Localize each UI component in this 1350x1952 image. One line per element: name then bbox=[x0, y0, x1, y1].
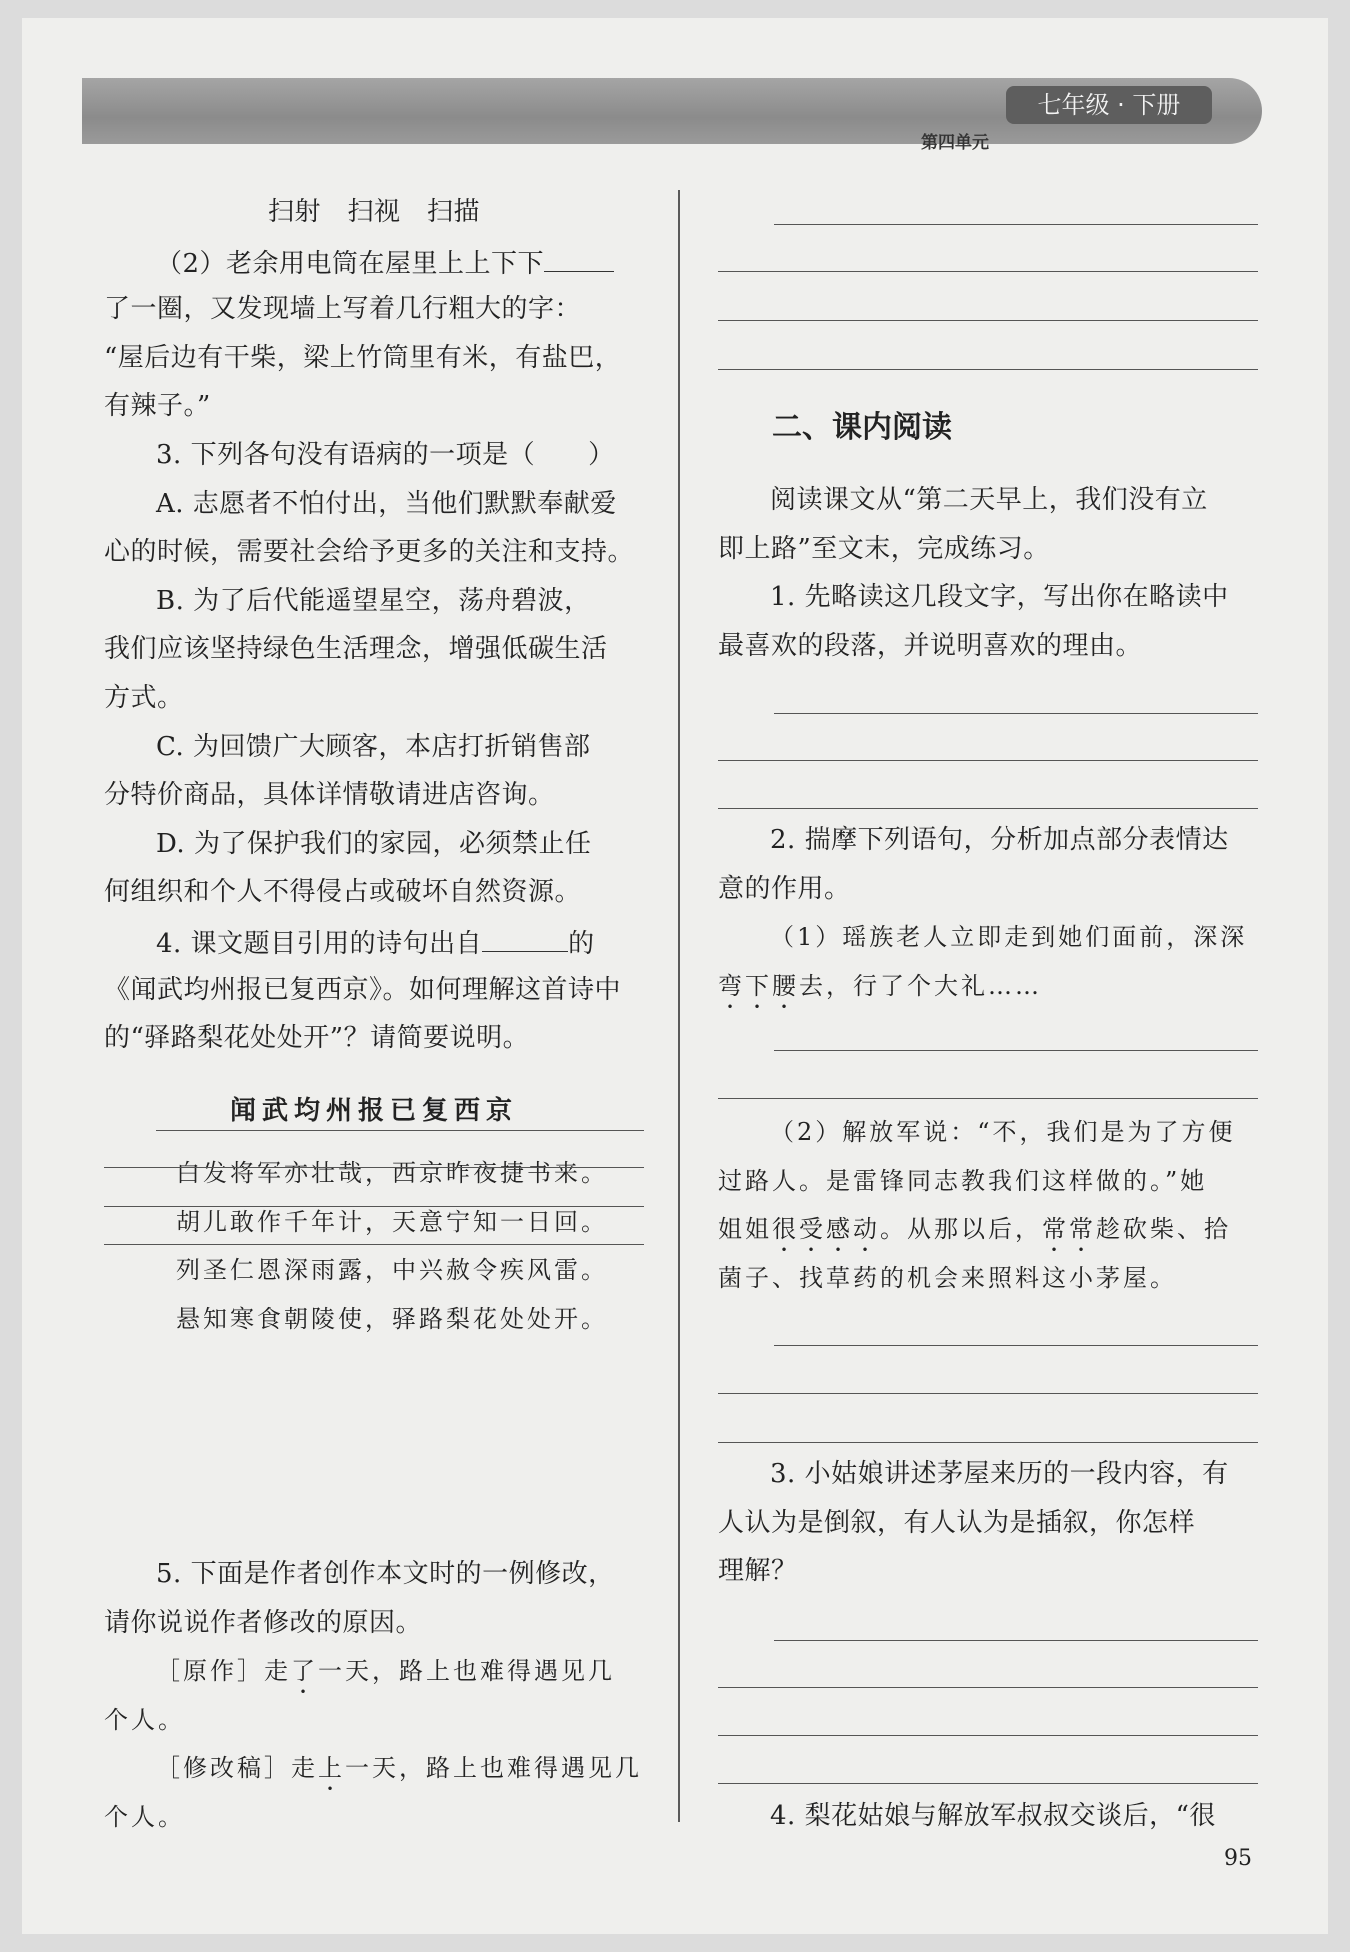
question-5-line-2: 请你说说作者修改的原因。 bbox=[104, 1607, 423, 1638]
sentence-text: 姐姐 bbox=[718, 1215, 772, 1244]
question-2-line-2: 了一圈，又发现墙上写着几行粗大的字： bbox=[104, 294, 582, 325]
answer-line[interactable] bbox=[718, 1783, 1258, 1784]
sentence-2-line-3 bbox=[718, 1205, 1258, 1254]
unit-label: 第四单元 bbox=[921, 133, 989, 153]
sentence-2-line-2: 过路人。是雷锋同志教我们这样做的。”她 bbox=[718, 1166, 1208, 1195]
right-column-5 bbox=[718, 1792, 1258, 1841]
revised-label: ［修改稿］ bbox=[156, 1754, 291, 1783]
sentence-text: 。从那以后， bbox=[880, 1215, 1042, 1244]
reading-q3-line-2: 人认为是倒叙，有人认为是插叙，你怎样 bbox=[718, 1507, 1196, 1538]
question-4-line-2: 《闻武均州报已复西京》。如何理解这首诗中 bbox=[104, 974, 622, 1005]
dotted-word: 上 bbox=[318, 1754, 345, 1783]
answer-line[interactable] bbox=[718, 369, 1258, 370]
dotted-word: 弯下腰 bbox=[718, 971, 799, 1000]
reading-q2-line-2: 意的作用。 bbox=[718, 873, 851, 904]
answer-line[interactable] bbox=[774, 713, 1258, 714]
sentence-2-line-1: （2）解放军说：“不，我们是为了方便 bbox=[770, 1118, 1236, 1146]
answer-line[interactable] bbox=[718, 1687, 1258, 1688]
answer-line[interactable] bbox=[774, 1050, 1258, 1051]
column-divider bbox=[678, 190, 680, 1822]
revised-text: 一天，路上也难得遇见几 bbox=[345, 1754, 642, 1783]
sentence-1-line-2 bbox=[718, 962, 1258, 1011]
sentence-text: 去，行了个大礼…… bbox=[799, 971, 1042, 1000]
question-5 bbox=[104, 1550, 644, 1842]
answer-line[interactable] bbox=[156, 1130, 644, 1131]
answer-line[interactable] bbox=[104, 1244, 644, 1245]
answer-line[interactable] bbox=[718, 1735, 1258, 1736]
reading-intro-line-2: 即上路”至文末，完成练习。 bbox=[718, 533, 1050, 564]
poem-line: 胡儿敢作千年计，天意宁知一日回。 bbox=[176, 1207, 608, 1236]
fill-blank[interactable] bbox=[544, 237, 614, 272]
question-5-line-1: 5. 下面是作者创作本文时的一例修改， bbox=[156, 1559, 615, 1589]
question-2-line-4: 有辣子。” bbox=[104, 391, 211, 422]
option-c-line-1: C. 为回馈广大顾客，本店打折销售部 bbox=[156, 731, 591, 762]
question-2-line-1 bbox=[104, 237, 644, 286]
option-c-line-2: 分特价商品，具体详情敬请进店咨询。 bbox=[104, 780, 555, 811]
question-2-line-3: “屋后边有干柴，梁上竹筒里有米，有盐巴， bbox=[104, 342, 622, 373]
answer-line[interactable] bbox=[718, 808, 1258, 809]
original-text-line-2: 个人。 bbox=[104, 1705, 185, 1734]
original-text: 走 bbox=[264, 1657, 291, 1686]
question-4-line-1 bbox=[104, 917, 644, 966]
answer-line[interactable] bbox=[774, 224, 1258, 225]
option-d-line-1: D. 为了保护我们的家园，必须禁止任 bbox=[156, 828, 592, 859]
original-text: 一天，路上也难得遇见几 bbox=[318, 1657, 615, 1686]
option-b-line-3: 方式。 bbox=[104, 682, 184, 713]
option-a-line-1: A. 志愿者不怕付出，当他们默默奉献爱 bbox=[156, 488, 617, 519]
poem-line: 悬知寒食朝陵使，驿路梨花处处开。 bbox=[176, 1305, 608, 1334]
answer-line[interactable] bbox=[718, 271, 1258, 272]
grade-tab: 七年级 · 下册 bbox=[1006, 86, 1212, 124]
question-4-text: 4. 课文题目引用的诗句出自 bbox=[156, 928, 483, 959]
answer-line[interactable] bbox=[718, 320, 1258, 321]
revised-text: 走 bbox=[291, 1754, 318, 1783]
question-3-stem: 3. 下列各句没有语病的一项是（ ） bbox=[156, 439, 615, 470]
poem-line: 列圣仁恩深雨露，中兴赦令疾风雷。 bbox=[176, 1256, 608, 1285]
reading-intro-line-1: 阅读课文从“第二天早上，我们没有立 bbox=[770, 485, 1208, 515]
answer-line[interactable] bbox=[718, 1393, 1258, 1394]
dotted-word: 很受感动 bbox=[772, 1215, 880, 1244]
sentence-2-line-4: 菌子、找草药的机会来照料这小茅屋。 bbox=[718, 1263, 1177, 1292]
answer-line[interactable] bbox=[718, 760, 1258, 761]
reading-q2-line-1: 2. 揣摩下列语句，分析加点部分表情达 bbox=[770, 825, 1229, 855]
left-column bbox=[104, 188, 644, 1344]
revised-text-line-2: 个人。 bbox=[104, 1802, 185, 1831]
option-a-line-2: 心的时候，需要社会给予更多的关注和支持。 bbox=[104, 537, 635, 568]
right-column-4 bbox=[718, 1450, 1258, 1596]
reading-q1-line-1: 1. 先略读这几段文字，写出你在略读中 bbox=[770, 582, 1229, 613]
option-b-line-2: 我们应该坚持绿色生活理念，增强低碳生活 bbox=[104, 634, 608, 665]
fill-blank[interactable] bbox=[482, 917, 568, 952]
question-4-text-end: 的 bbox=[568, 928, 595, 959]
answer-line[interactable] bbox=[104, 1206, 644, 1207]
original-label: ［原作］ bbox=[156, 1657, 264, 1686]
answer-line[interactable] bbox=[774, 1640, 1258, 1641]
reading-q1-line-2: 最喜欢的段落，并说明喜欢的理由。 bbox=[718, 630, 1143, 661]
question-4-line-3: 的“驿路梨花处处开”？请简要说明。 bbox=[104, 1023, 530, 1054]
sentence-1-line-1: （1）瑶族老人立即走到她们面前，深深 bbox=[770, 923, 1248, 952]
answer-line[interactable] bbox=[718, 1442, 1258, 1443]
reading-q3-line-3: 理解？ bbox=[718, 1556, 798, 1587]
dotted-word: 常常 bbox=[1042, 1215, 1096, 1244]
poem-line: 白发将军亦壮哉，西京昨夜捷书来。 bbox=[176, 1159, 608, 1188]
word-options: 扫射 扫视 扫描 bbox=[267, 197, 480, 227]
reading-q4-line-1: 4. 梨花姑娘与解放军叔叔交谈后，“很 bbox=[770, 1801, 1216, 1831]
sentence-text: 趁砍柴、拾 bbox=[1096, 1215, 1231, 1244]
option-d-line-2: 何组织和个人不得侵占或破坏自然资源。 bbox=[104, 877, 582, 908]
page-number: 95 bbox=[1224, 1846, 1252, 1871]
reading-q3-line-1: 3. 小姑娘讲述茅屋来历的一段内容，有 bbox=[770, 1459, 1229, 1489]
right-column-1 bbox=[718, 380, 1258, 670]
answer-line[interactable] bbox=[718, 1098, 1258, 1099]
option-b-line-1: B. 为了后代能遥望星空，荡舟碧波， bbox=[156, 585, 591, 616]
answer-line[interactable] bbox=[774, 1345, 1258, 1346]
original-text-line-1 bbox=[104, 1647, 644, 1696]
dotted-word: 了 bbox=[291, 1657, 318, 1686]
right-column-3 bbox=[718, 1108, 1258, 1302]
right-column-2 bbox=[718, 816, 1258, 1010]
poem-title: 闻武均州报已复西京 bbox=[229, 1095, 518, 1126]
revised-text-line-1 bbox=[104, 1744, 644, 1793]
question-2-text: （2）老余用电筒在屋里上上下下 bbox=[156, 248, 545, 279]
section-title: 二、课内阅读 bbox=[772, 410, 952, 445]
answer-line[interactable] bbox=[104, 1167, 644, 1168]
